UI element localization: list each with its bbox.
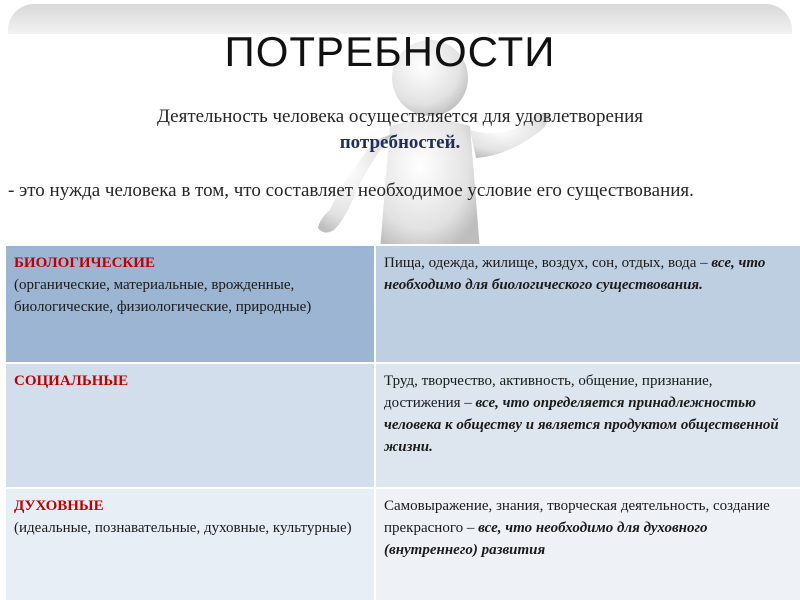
description-cell <box>375 245 800 363</box>
slide-title: ПОТРЕБНОСТИ <box>224 28 556 75</box>
description-emphasis: все, что необходимо для биологического существования. <box>384 255 766 293</box>
description-emphasis: все, что необходимо для духовного (внутреннего) развития <box>384 520 708 558</box>
category-detail: (органические, материальные, врожденные, биологические, физиологические, природные) <box>14 277 312 315</box>
intro-paragraph <box>12 104 788 156</box>
description-text: Труд, творчество, активность, общение, признание, достижения – <box>384 373 713 411</box>
intro-text: Деятельность человека осуществляется для удовлетворения <box>156 106 644 127</box>
description-text: Пища, одежда, жилище, воздух, сон, отдых, вода – <box>384 255 712 271</box>
table-row <box>5 245 800 363</box>
definition-text: - это нужда человека в том, что составляет необходимое условие его существования. <box>8 180 694 201</box>
intro-highlight: потребностей. <box>339 132 461 153</box>
table-row <box>5 488 800 600</box>
category-cell <box>5 363 375 488</box>
category-detail: (идеальные, познавательные, духовные, культурные) <box>14 520 352 536</box>
category-name: БИОЛОГИЧЕСКИЕ <box>14 255 155 271</box>
description-cell <box>375 363 800 488</box>
description-text: Самовыражение, знания, творческая деятельность, создание прекрасного – <box>384 498 770 536</box>
description-cell <box>375 488 800 600</box>
category-name: СОЦИАЛЬНЫЕ <box>14 373 129 389</box>
category-cell <box>5 245 375 363</box>
category-name: ДУХОВНЫЕ <box>14 498 104 514</box>
category-cell <box>5 488 375 600</box>
description-emphasis: все, что определяется принадлежностью человека к обществу и является продуктом общественной жизни. <box>384 395 779 455</box>
table-row <box>5 363 800 488</box>
needs-table <box>4 244 800 600</box>
